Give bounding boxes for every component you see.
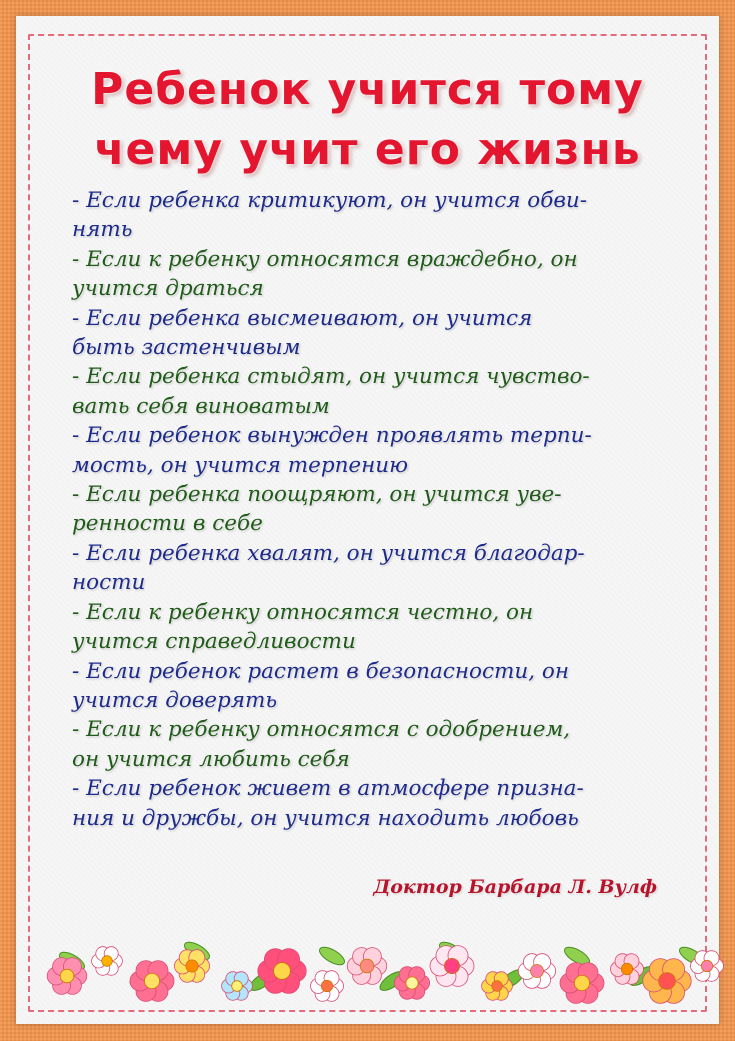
poem-text <box>72 186 672 833</box>
text-line: - Если ребенка хвалят, он учится благодар- <box>72 540 585 566</box>
text-line: учится справедливости <box>72 629 356 655</box>
text-line: - Если ребенок живет в атмосфере призна- <box>72 776 584 802</box>
text-line: - Если ребенок вынужден проявлять терпи- <box>72 423 592 449</box>
text-line: учится драться <box>72 276 264 302</box>
text-line: ренности в себе <box>72 511 263 537</box>
text-line: он учится любить себя <box>72 746 350 772</box>
text-line: - Если ребенка высмеивают, он учится <box>72 305 533 331</box>
text-line: нять <box>72 217 133 243</box>
text-line: - Если к ребенку относятся враждебно, он <box>72 246 578 272</box>
poster-paper <box>16 16 719 1024</box>
text-line: мость, он учится терпению <box>72 452 409 478</box>
text-line: - Если ребенка стыдят, он учится чувство- <box>72 364 590 390</box>
poster-title-line-1: Ребенок учится тому <box>91 64 644 115</box>
flower-garland-icon <box>32 921 735 1041</box>
text-line: ности <box>72 570 146 596</box>
poster-title-line-2: чему учит его жизнь <box>94 124 641 175</box>
text-line: учится доверять <box>72 687 278 713</box>
text-line: - Если ребенка поощряют, он учится уве- <box>72 482 562 508</box>
text-line: ния и дружбы, он учится находить любовь <box>72 805 579 831</box>
author-signature: Доктор Барбара Л. Вулф <box>373 876 657 898</box>
text-line: вать себя виноватым <box>72 393 330 419</box>
text-line: - Если ребенка критикуют, он учится обви- <box>72 188 587 213</box>
text-line: - Если ребенок растет в безопасности, он <box>72 658 569 684</box>
text-line: - Если к ребенку относятся честно, он <box>72 599 534 625</box>
text-line: - Если к ребенку относятся с одобрением, <box>72 717 571 743</box>
text-line: быть застенчивым <box>72 335 301 361</box>
